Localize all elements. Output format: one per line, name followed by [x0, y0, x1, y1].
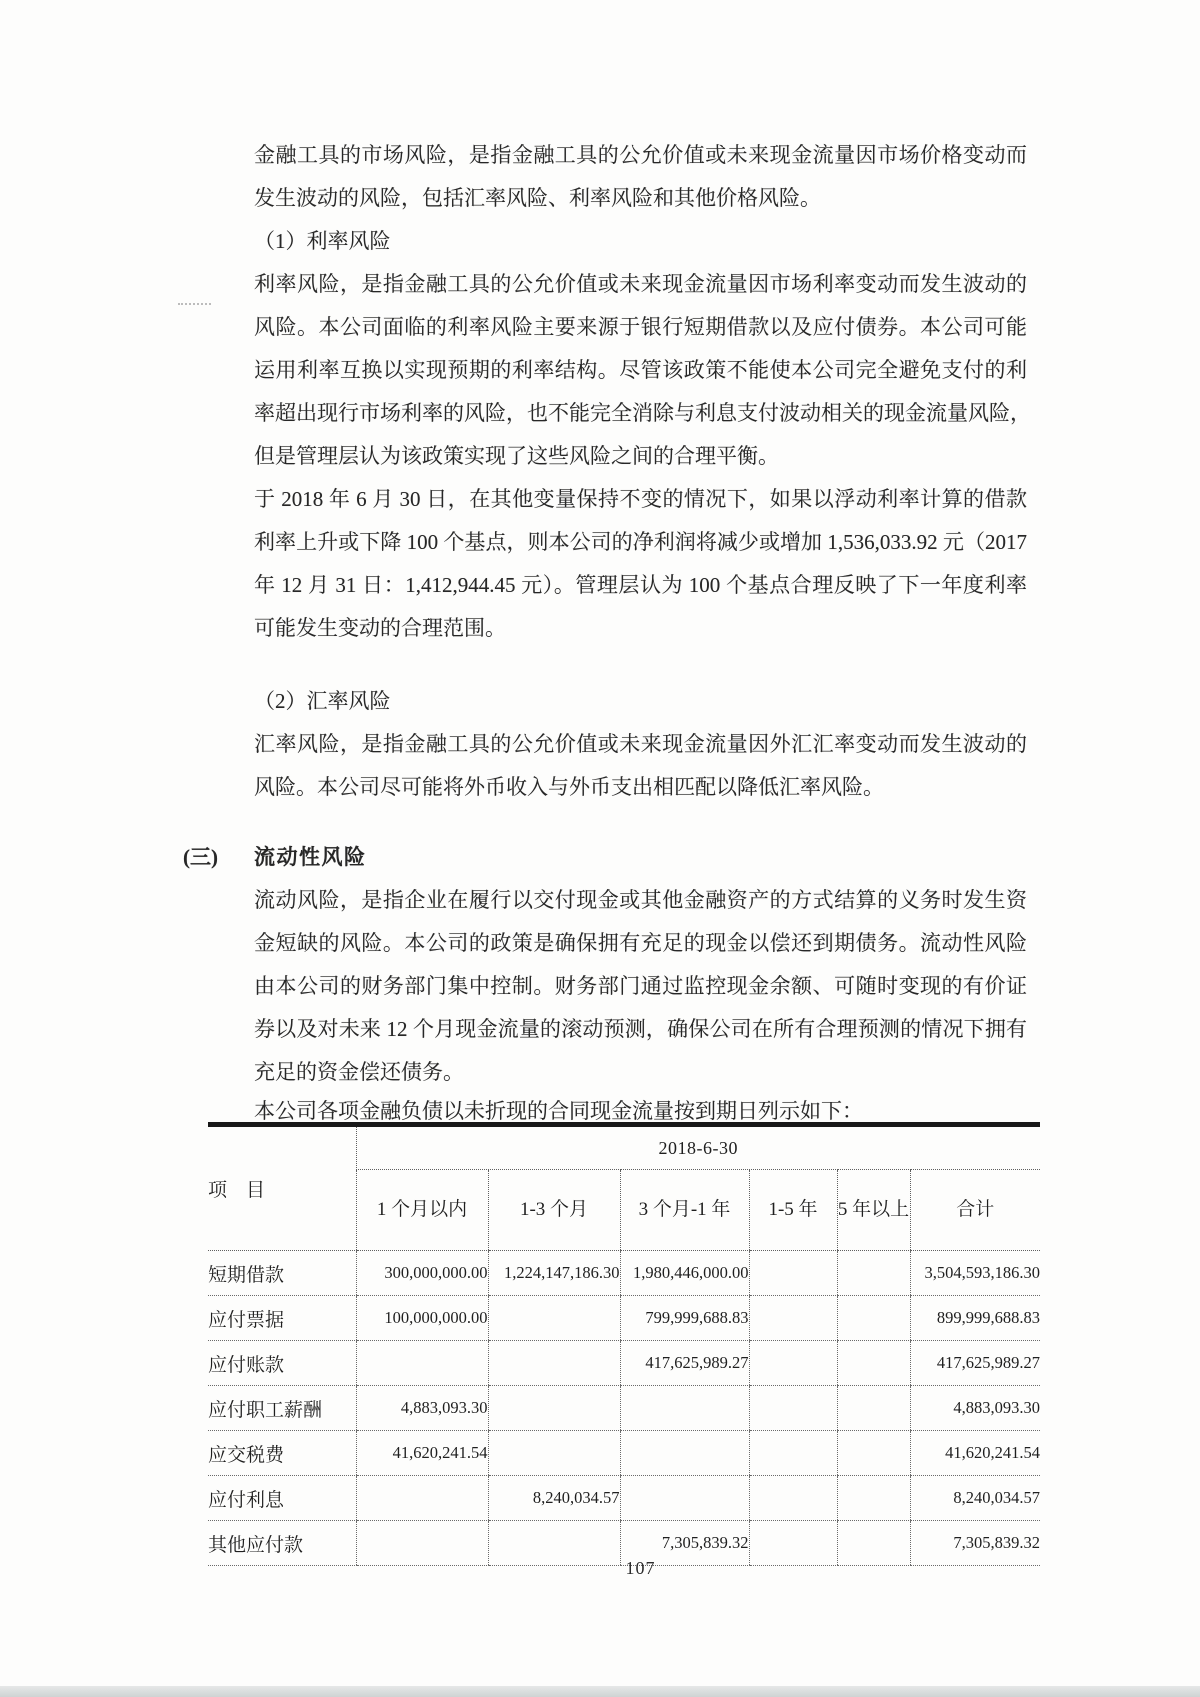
text-line: 但是管理层认为该政策实现了这些风险之间的合理平衡。	[254, 444, 779, 468]
cell-value	[837, 1431, 910, 1476]
text-line: 汇率风险，是指金融工具的公允价值或未来现金流量因外汇汇率变动而发生波动的	[254, 732, 1027, 756]
cell-value: 1,980,446,000.00	[620, 1251, 749, 1296]
cell-value	[837, 1386, 910, 1431]
page-number: 107	[625, 1558, 656, 1578]
table-col-header-3m-1y: 3 个月-1 年	[620, 1170, 749, 1251]
cell-value	[749, 1341, 837, 1386]
cell-total: 417,625,989.27	[910, 1341, 1040, 1386]
row-label: 应付账款	[208, 1341, 356, 1386]
text-line: 利率风险，是指金融工具的公允价值或未来现金流量因市场利率变动而发生波动的	[254, 272, 1027, 296]
cell-value	[620, 1476, 749, 1521]
scan-artifact-dash	[178, 303, 211, 305]
cell-value: 1,224,147,186.30	[488, 1251, 620, 1296]
cell-value	[620, 1386, 749, 1431]
cell-value	[749, 1296, 837, 1341]
text-line: 利率上升或下降 100 个基点，则本公司的净利润将减少或增加 1,536,033.92 元（2017	[254, 530, 1027, 554]
table-col-header-1m: 1 个月以内	[356, 1170, 488, 1251]
cell-value: 417,625,989.27	[620, 1341, 749, 1386]
cash-flow-maturity-table	[208, 1122, 1040, 1566]
cell-total: 7,305,839.32	[910, 1521, 1040, 1566]
scan-bottom-edge	[0, 1686, 1200, 1697]
table-row	[208, 1386, 1040, 1431]
text-line: 风险。本公司面临的利率风险主要来源于银行短期借款以及应付债券。本公司可能	[254, 315, 1027, 339]
subheading-exchange-rate-risk: （2）汇率风险	[254, 689, 391, 713]
cell-value	[749, 1386, 837, 1431]
table-row	[208, 1476, 1040, 1521]
table-header-item: 项 目	[208, 1125, 356, 1251]
cell-value	[488, 1386, 620, 1431]
cell-value	[837, 1251, 910, 1296]
cell-value	[356, 1476, 488, 1521]
cell-total: 4,883,093.30	[910, 1386, 1040, 1431]
section-number: (三)	[183, 845, 218, 869]
cell-value: 100,000,000.00	[356, 1296, 488, 1341]
cell-total: 3,504,593,186.30	[910, 1251, 1040, 1296]
table-col-header-total: 合计	[910, 1170, 1040, 1251]
table-row	[208, 1431, 1040, 1476]
text-line: 金融工具的市场风险，是指金融工具的公允价值或未来现金流量因市场价格变动而	[254, 143, 1027, 167]
cell-value: 41,620,241.54	[356, 1431, 488, 1476]
text-line: 运用利率互换以实现预期的利率结构。尽管该政策不能使本公司完全避免支付的利	[254, 358, 1027, 382]
section-heading-liquidity-risk	[183, 836, 1027, 879]
text-line: 发生波动的风险，包括汇率风险、利率风险和其他价格风险。	[254, 186, 821, 210]
table-row	[208, 1296, 1040, 1341]
cell-value	[837, 1476, 910, 1521]
subheading-interest-rate-risk: （1）利率风险	[254, 229, 391, 253]
cell-value	[749, 1251, 837, 1296]
text-line: 率超出现行市场利率的风险，也不能完全消除与利息支付波动相关的现金流量风险，	[254, 401, 1031, 425]
table-col-header-1-5y: 1-5 年	[749, 1170, 837, 1251]
cell-value	[488, 1341, 620, 1386]
text-line: 券以及对未来 12 个月现金流量的滚动预测，确保公司在所有合理预测的情况下拥有	[254, 1017, 1027, 1041]
row-label: 其他应付款	[208, 1521, 356, 1566]
table-intro-line: 本公司各项金融负债以未折现的合同现金流量按到期日列示如下：	[254, 1099, 863, 1123]
text-line: 于 2018 年 6 月 30 日，在其他变量保持不变的情况下，如果以浮动利率计算的借款	[254, 487, 1027, 511]
text-line: 年 12 月 31 日：1,412,944.45 元）。管理层认为 100 个基点合理反映了下一年度利率	[254, 573, 1027, 597]
row-label: 应付票据	[208, 1296, 356, 1341]
text-line: 充足的资金偿还债务。	[254, 1060, 464, 1084]
row-label: 应交税费	[208, 1431, 356, 1476]
text-line: 金短缺的风险。本公司的政策是确保拥有充足的现金以偿还到期债务。流动性风险	[254, 931, 1027, 955]
cell-value	[749, 1431, 837, 1476]
table-header-date: 2018-6-30	[356, 1125, 1040, 1170]
cell-value	[356, 1341, 488, 1386]
cell-value	[620, 1431, 749, 1476]
cell-value	[488, 1431, 620, 1476]
row-label: 应付职工薪酬	[208, 1386, 356, 1431]
text-line: 流动风险，是指企业在履行以交付现金或其他金融资产的方式结算的义务时发生资	[254, 888, 1027, 912]
cell-total: 41,620,241.54	[910, 1431, 1040, 1476]
cell-total: 899,999,688.83	[910, 1296, 1040, 1341]
table-col-header-1-3m: 1-3 个月	[488, 1170, 620, 1251]
cell-total: 8,240,034.57	[910, 1476, 1040, 1521]
cell-value: 300,000,000.00	[356, 1251, 488, 1296]
cell-value: 7,305,839.32	[620, 1521, 749, 1566]
section-title: 流动性风险	[254, 845, 367, 869]
body-text-column	[183, 134, 1031, 1133]
cell-value: 8,240,034.57	[488, 1476, 620, 1521]
cell-value: 4,883,093.30	[356, 1386, 488, 1431]
table-col-header-over5y: 5 年以上	[837, 1170, 910, 1251]
row-label: 短期借款	[208, 1251, 356, 1296]
cell-value	[488, 1296, 620, 1341]
row-label: 应付利息	[208, 1476, 356, 1521]
cell-value	[837, 1341, 910, 1386]
table-row	[208, 1251, 1040, 1296]
text-line: 由本公司的财务部门集中控制。财务部门通过监控现金余额、可随时变现的有价证	[254, 974, 1027, 998]
cell-value	[749, 1476, 837, 1521]
table-row	[208, 1341, 1040, 1386]
text-line: 风险。本公司尽可能将外币收入与外币支出相匹配以降低汇率风险。	[254, 775, 884, 799]
cell-value: 799,999,688.83	[620, 1296, 749, 1341]
text-line: 可能发生变动的合理范围。	[254, 616, 506, 640]
cell-value	[837, 1296, 910, 1341]
